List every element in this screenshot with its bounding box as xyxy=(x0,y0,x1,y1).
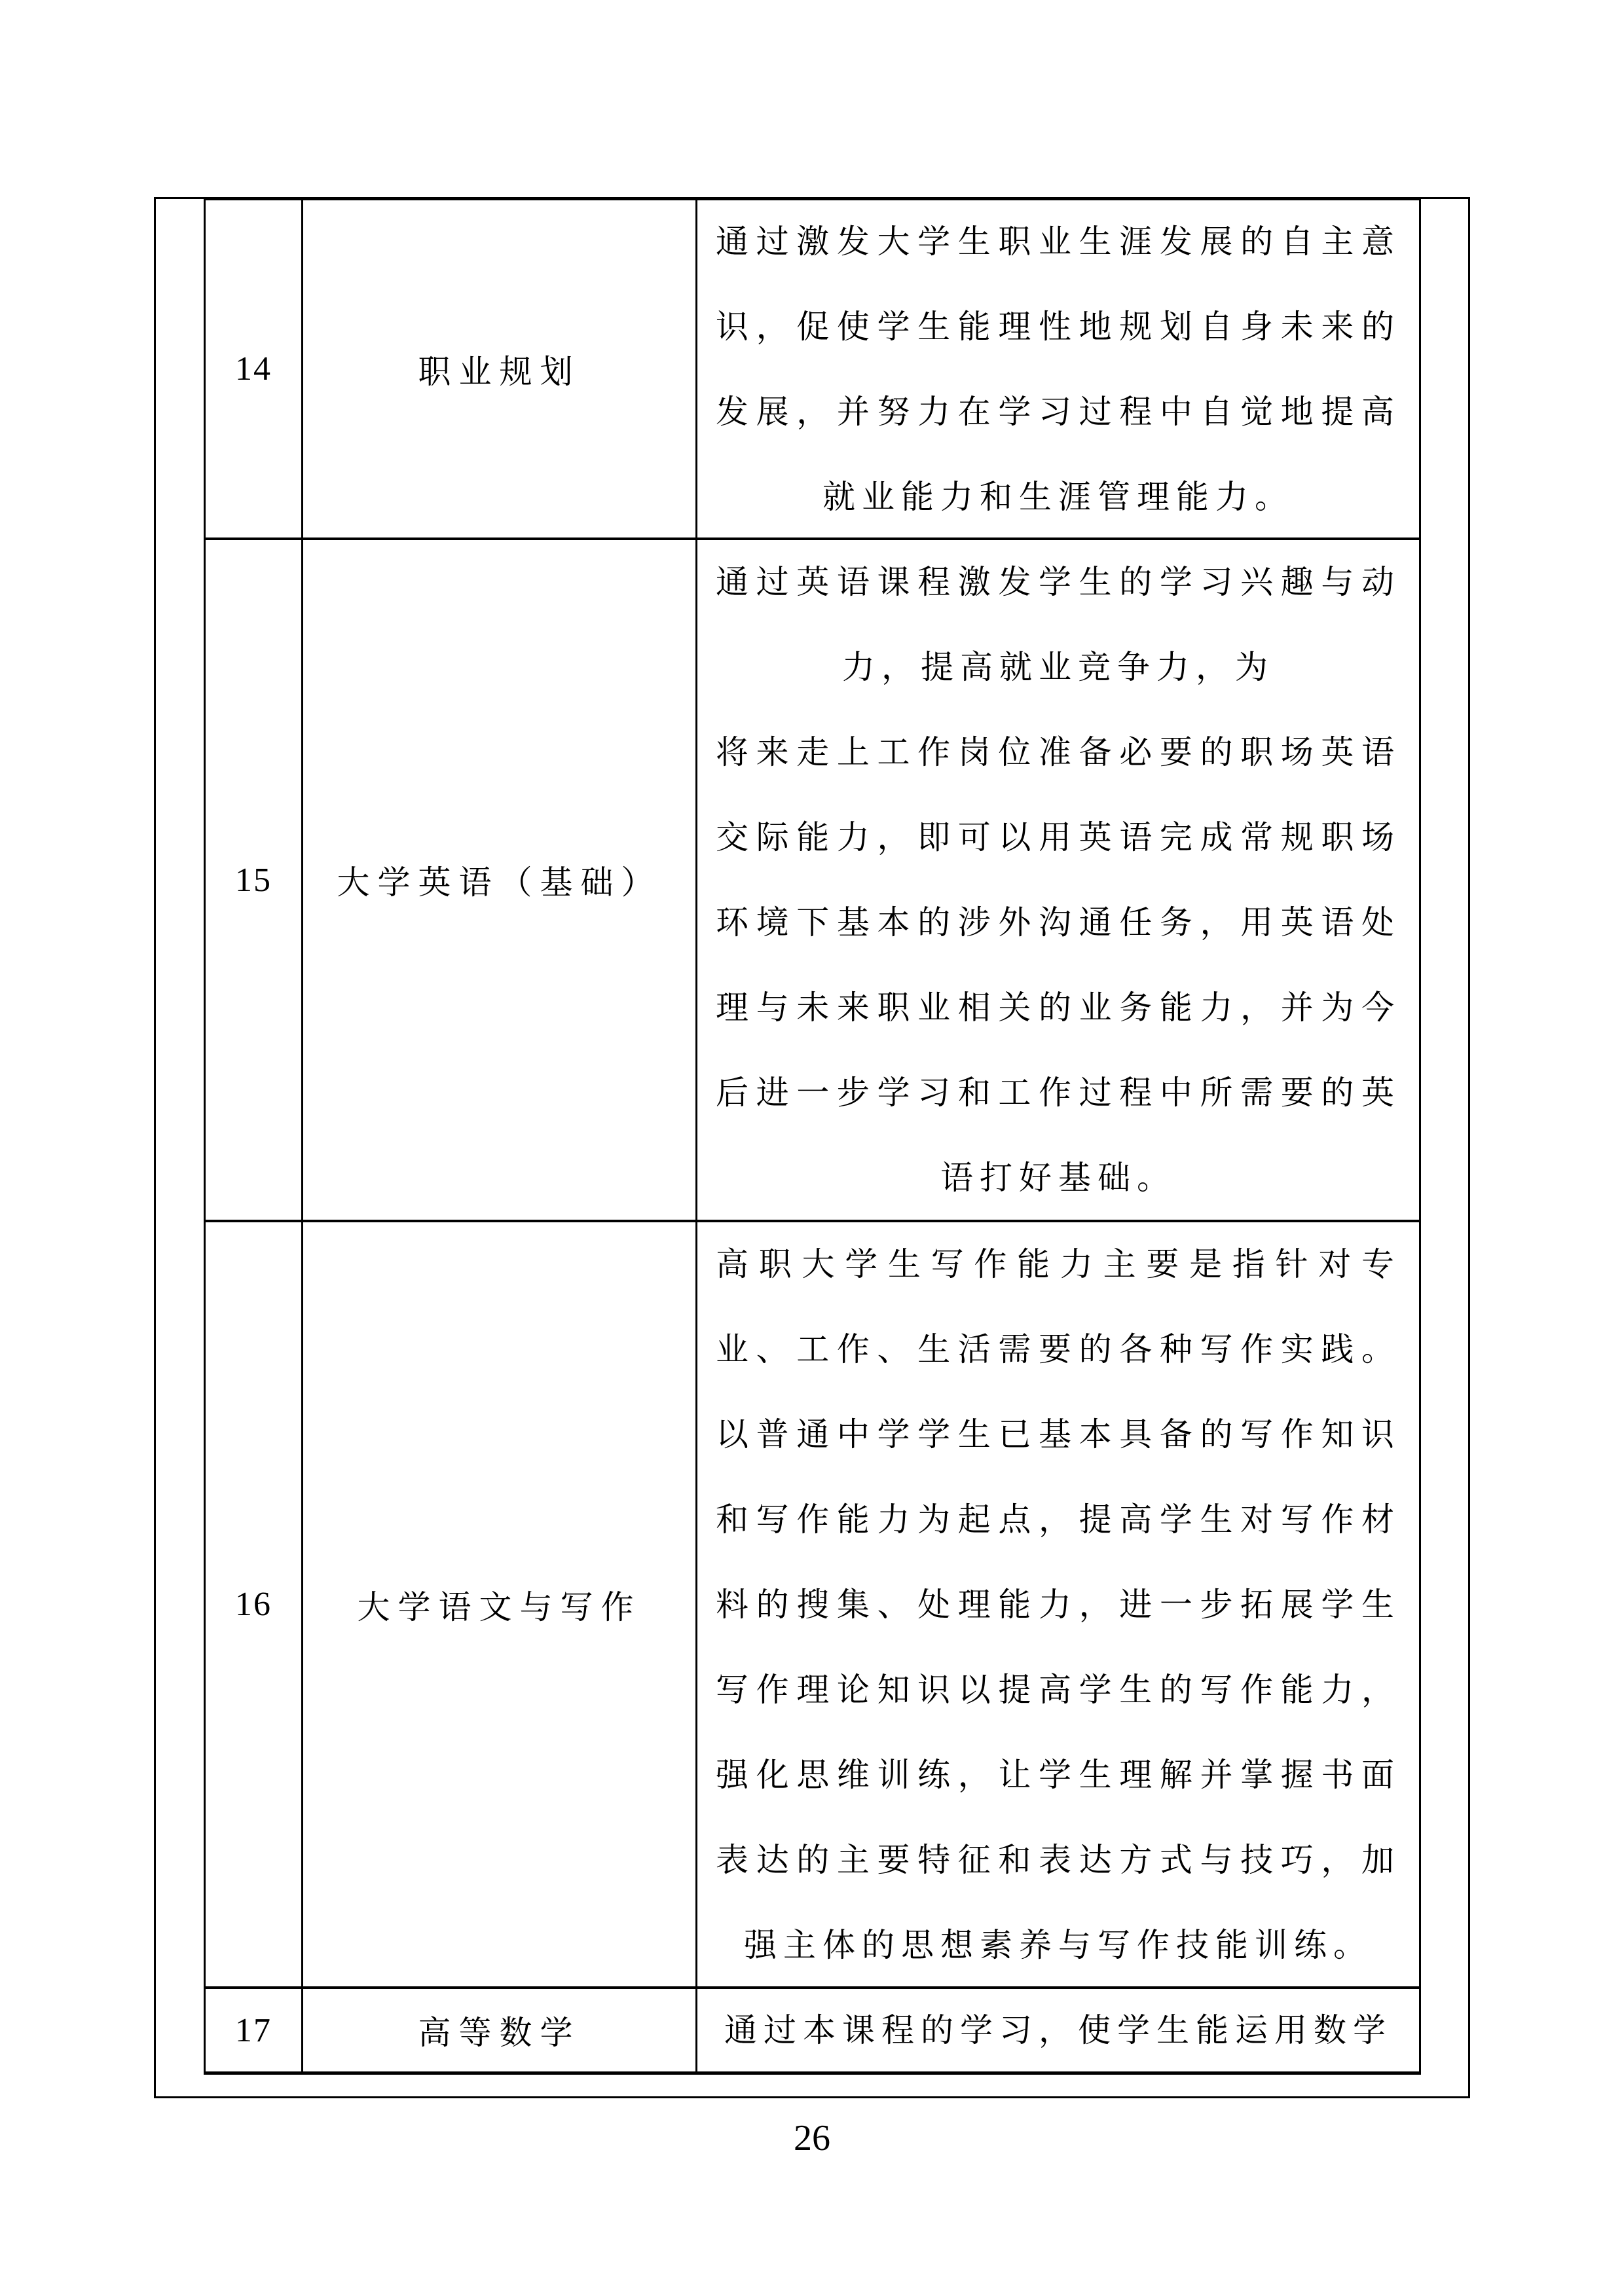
description-paragraph: 通过本课程的学习，使学生能运用数学 xyxy=(724,2012,1392,2049)
row-number-cell: 14 xyxy=(206,200,303,538)
row-number-cell: 17 xyxy=(206,1989,303,2071)
course-description-cell xyxy=(697,200,1419,538)
table-row xyxy=(206,1989,1419,2071)
description-paragraph: 将来走上工作岗位准备必要的职场英语交际能力，即可以用英语完成常规职场环境下基本的涉外沟通任务，用英语处理与未来职业相关的业务能力，并为今后进一步学习和工作过程中所需要的英语打好基础。 xyxy=(716,734,1401,1196)
course-description-cell xyxy=(697,1989,1419,2071)
course-description-cell xyxy=(697,540,1419,1220)
course-description-cell xyxy=(697,1222,1419,1986)
course-name-cell: 职业规划 xyxy=(303,200,697,538)
description-paragraph: 高职大学生写作能力主要是指针对专业、工作、生活需要的各种写作实践。以普通中学学生已基本具备的写作知识和写作能力为起点，提高学生对写作材料的搜集、处理能力，进一步拓展学生写作理论知识以提高学生的写作能力，强化思维训练，让学生理解并掌握书面表达的主要特征和表达方式与技巧，加强主体的思想素养与写作技能训练。 xyxy=(716,1245,1401,1963)
table-row xyxy=(206,200,1419,540)
course-name-cell: 高等数学 xyxy=(303,1989,697,2071)
description-paragraph: 通过激发大学生职业生涯发展的自主意识，促使学生能理性地规划自身未来的发展，并努力在学习过程中自觉地提高就业能力和生涯管理能力。 xyxy=(716,223,1401,515)
course-name-cell: 大学英语（基础） xyxy=(303,540,697,1220)
table-row xyxy=(206,1222,1419,1989)
description-paragraph: 通过英语课程激发学生的学习兴趣与动力，提高就业竞争力，为 xyxy=(716,564,1401,685)
table-row xyxy=(206,540,1419,1222)
row-number-cell: 16 xyxy=(206,1222,303,1986)
row-number-cell: 15 xyxy=(206,540,303,1220)
course-name-cell: 大学语文与写作 xyxy=(303,1222,697,1986)
page-number: 26 xyxy=(794,2118,830,2159)
course-table xyxy=(204,197,1421,2075)
